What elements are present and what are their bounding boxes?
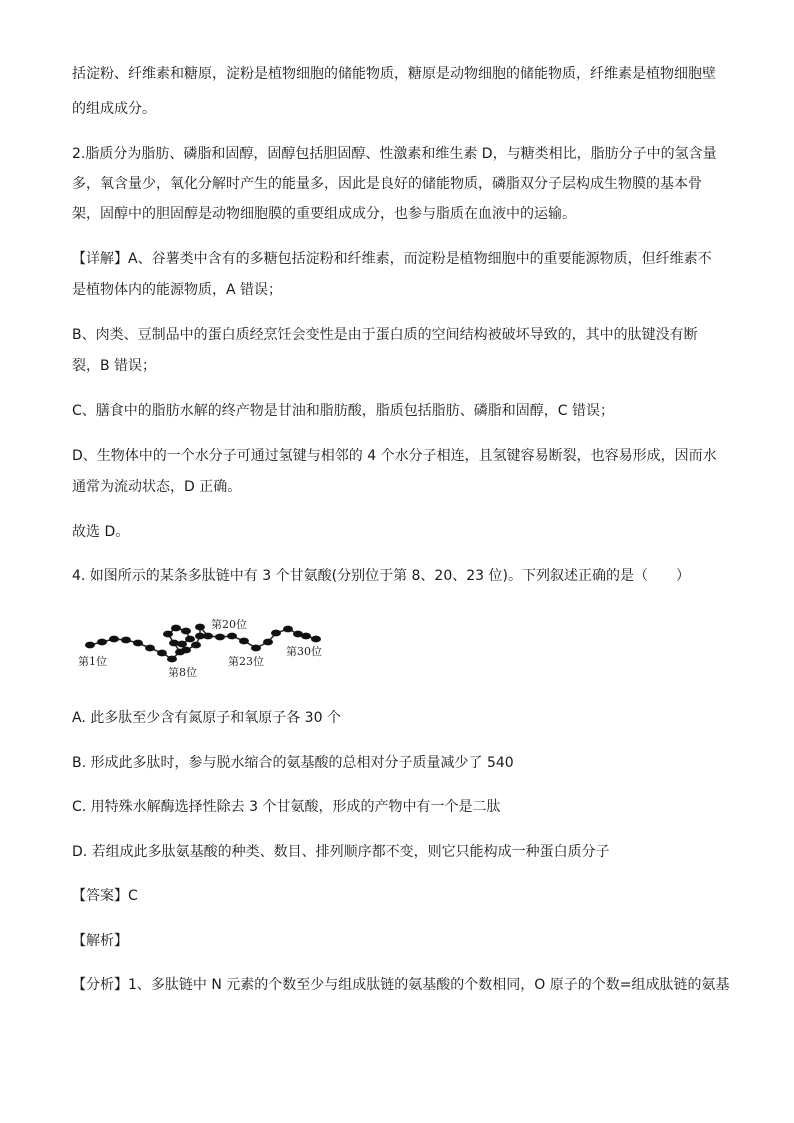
line-2: 的组成成分。 — [72, 101, 156, 117]
line-7: 是植物体内的能源物质，A 错误； — [72, 282, 283, 298]
amino-acid-residue-7 — [157, 650, 167, 657]
amino-acid-residue-30 — [311, 636, 321, 643]
option-c: C. 用特殊水解酶选择性除去 3 个甘氨酸，形成的产物中有一个是二肽 — [72, 799, 501, 815]
amino-acid-residue-29 — [301, 633, 311, 640]
analysis-label: 【解析】 — [72, 933, 128, 949]
line-4: 多，氧含量少，氧化分解时产生的能量多，因此是良好的储能物质，磷脂双分子层构成生物膜的基本骨 — [72, 176, 702, 192]
amino-acid-residue-3 — [109, 636, 119, 643]
line-11: D、生物体中的一个水分子可通过氢键与相邻的 4 个水分子相连，且氢键容易断裂，也容易形成，因而水 — [72, 448, 717, 464]
amino-acid-residue-26 — [271, 630, 281, 637]
line-1: 括淀粉、纤维素和糖原，淀粉是植物细胞的储能物质，糖原是动物细胞的储能物质，纤维素是植物细胞壁 — [72, 66, 716, 82]
line-13: 故选 D。 — [72, 524, 130, 540]
line-9: 裂，B 错误； — [72, 358, 157, 374]
amino-acid-residue-20 — [203, 633, 213, 640]
amino-acid-residue-25 — [263, 639, 273, 646]
diagram-label-1: 第1位 — [78, 655, 107, 668]
amino-acid-residue-4 — [121, 637, 131, 644]
option-a: A. 此多肽至少含有氮原子和氧原子各 30 个 — [72, 710, 341, 726]
amino-acid-residue-23 — [239, 638, 249, 645]
amino-acid-residue-22 — [227, 633, 237, 640]
amino-acid-residue-15 — [177, 641, 187, 648]
option-b: B. 形成此多肽时，参与脱水缩合的氨基酸的总相对分子质量减少了 540 — [72, 755, 514, 771]
amino-acid-residue-14 — [185, 636, 195, 643]
line-3: 2.脂质分为脂肪、磷脂和固醇，固醇包括胆固醇、性激素和维生素 D，与糖类相比，脂肪分子中的氢含量 — [72, 146, 717, 162]
amino-acid-residue-5 — [133, 640, 143, 647]
amino-acid-residue-11 — [163, 631, 173, 638]
line-14: 4. 如图所示的某条多肽链中有 3 个甘氨酸(分别位于第 8、20、23 位)。下列叙述正确的是（ ） — [72, 568, 690, 584]
diagram-label-8: 第8位 — [168, 666, 197, 679]
amino-acid-residue-17 — [191, 642, 201, 649]
amino-acid-residue-19 — [195, 624, 205, 631]
option-d: D. 若组成此多肽氨基酸的种类、数目、排列顺序都不变，则它只能构成一种蛋白质分子 — [72, 844, 610, 860]
diagram-label-30: 第30位 — [286, 645, 322, 658]
amino-acid-residue-2 — [97, 639, 107, 646]
amino-acid-residue-6 — [145, 645, 155, 652]
diagram-label-20: 第20位 — [211, 618, 247, 631]
amino-acid-residue-24 — [251, 645, 261, 652]
line-12: 通常为流动状态，D 正确。 — [72, 479, 242, 495]
amino-acid-residue-21 — [215, 634, 225, 641]
line-10: C、膳食中的脂肪水解的终产物是甘油和脂肪酸，脂质包括脂肪、磷脂和固醇，C 错误； — [72, 403, 614, 419]
line-6: 【详解】A、谷薯类中含有的多糖包括淀粉和纤维素，而淀粉是植物细胞中的重要能源物质，但纤维素不 — [72, 251, 712, 267]
answer-label: 【答案】C — [72, 888, 138, 904]
line-8: B、肉类、豆制品中的蛋白质经烹饪会变性是由于蛋白质的空间结构被破坏导致的，其中的肽键没有断 — [72, 327, 698, 343]
amino-acid-residue-27 — [283, 626, 293, 633]
diagram-label-23: 第23位 — [228, 655, 264, 668]
polypeptide-chain-diagram — [72, 612, 352, 684]
line-analysis-1: 【分析】1、多肽链中 N 元素的个数至少与组成肽链的氨基酸的个数相同，O 原子的个数=组成肽链的氨基 — [72, 977, 730, 993]
amino-acid-residue-16 — [181, 647, 191, 654]
amino-acid-residue-1 — [85, 642, 95, 649]
amino-acid-residue-13 — [181, 628, 191, 635]
amino-acid-residue-12 — [171, 625, 181, 632]
amino-acid-residue-8 — [167, 656, 177, 663]
line-5: 架，固醇中的胆固醇是动物细胞膜的重要组成成分，也参与脂质在血液中的运输。 — [72, 206, 576, 222]
